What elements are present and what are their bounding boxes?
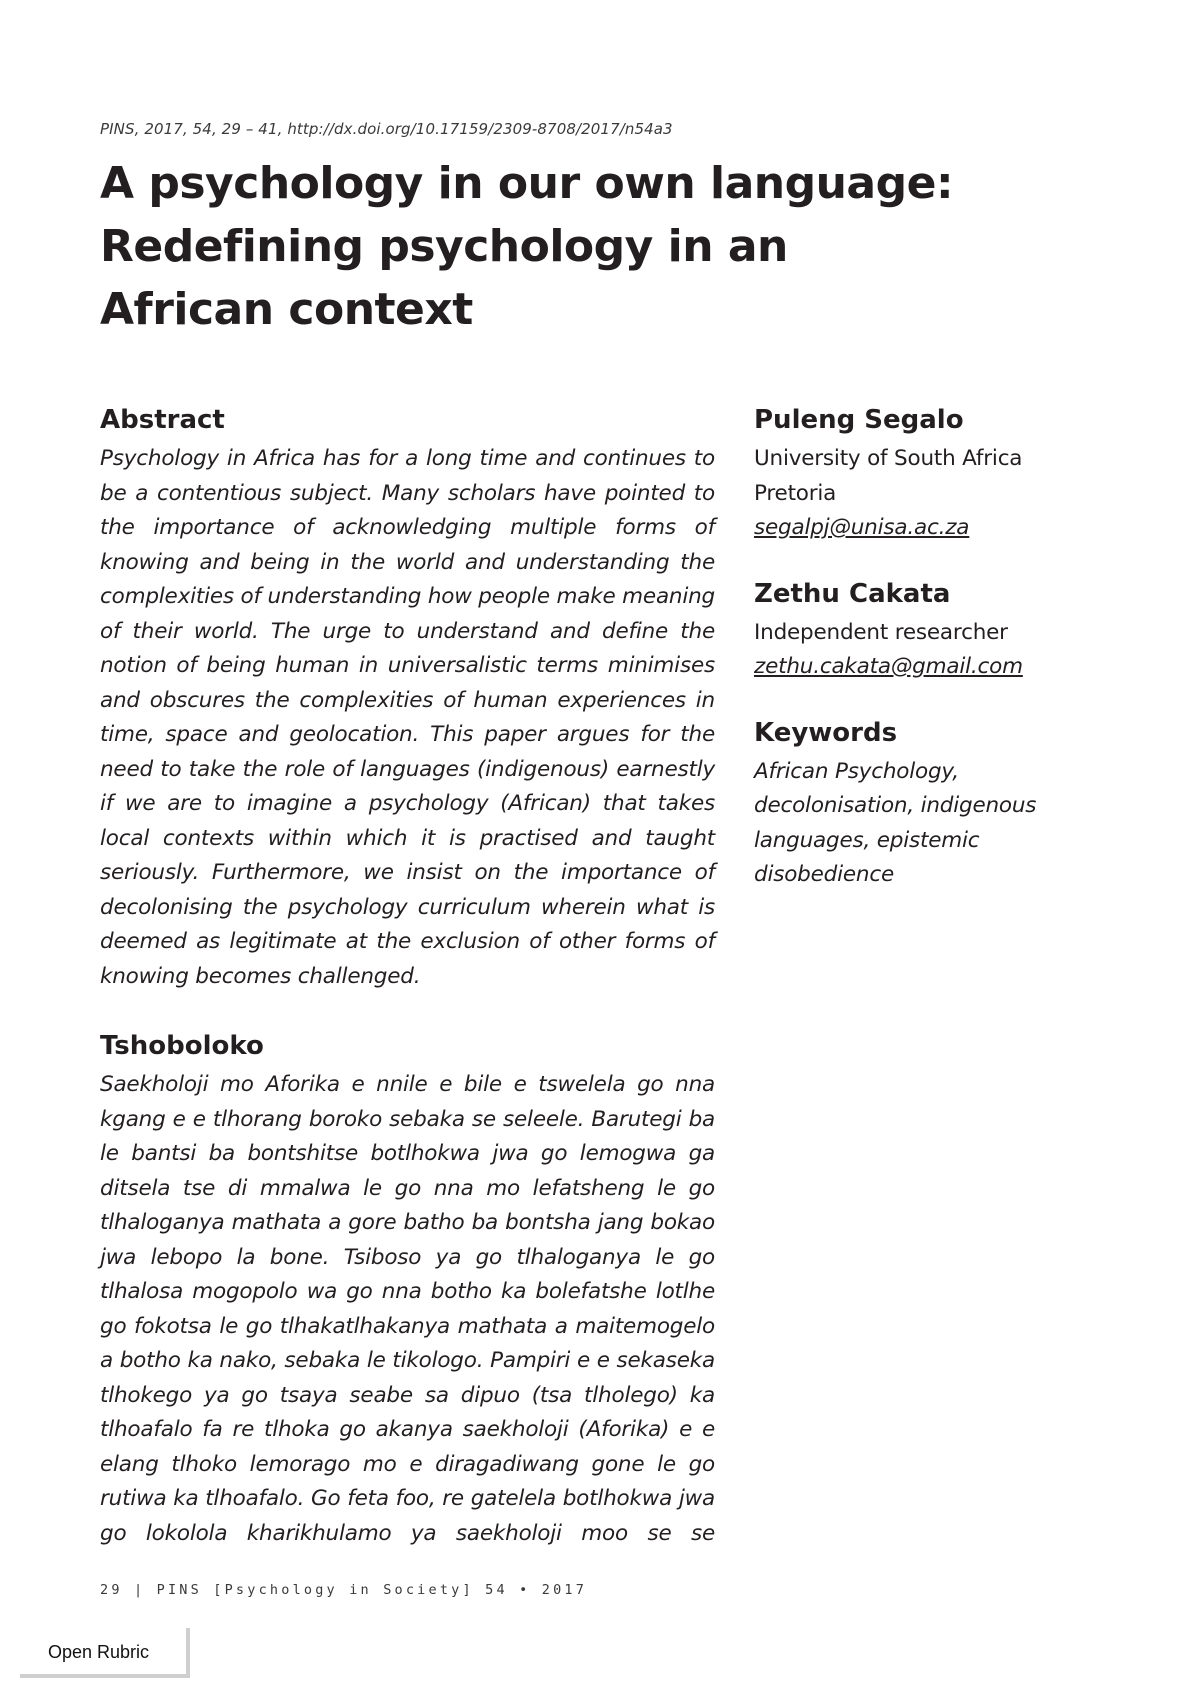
tshoboloko-text: Saekholoji mo Aforika e nnile e bile e tswelela go nna kgang e e tlhorang boroko sebaka se seleele. Barutegi ba le bantsi ba bontshitse botlhokwa jwa go lemogwa ga ditsela tse di mmalwa le go nna mo lefatsheng le go tlhaloganya mathata a gore batho ba bontsha jang bokao jwa lebopo la bone. Tsiboso ya go tlhaloganya le go tlhalosa mogopolo wa go nna botho ka bolefatshe lotlhe go fokotsa le go tlhakatlhakanya mathata a maitemogelo a botho ka nako, sebaka le tikologo. Pampiri e e sekaseka tlhokego ya go tsaya seabe sa dipuo (tsa tlholego) ka tlhoafalo fa re tlhoka go akanya saekholoji (Aforika) e e elang tlhoko lemorago mo e diragadiwang gone le go rutiwa ka tlhoafalo. Go feta foo, re gatelela botlhokwa jwa go lokolola kharikhulamo ya saekholoji moo se se xyxy=(100,1072,715,1546)
author-name: Puleng Segalo xyxy=(754,405,964,435)
author-block xyxy=(754,398,1054,546)
right-column xyxy=(754,398,1054,893)
author-block xyxy=(754,572,1054,685)
author-affiliation: University of South Africa xyxy=(754,446,1023,471)
tshoboloko-section xyxy=(100,1024,715,1551)
keywords-heading: Keywords xyxy=(754,717,898,748)
abstract-section xyxy=(100,398,715,994)
keywords-section xyxy=(754,711,1054,893)
article-citation: PINS, 2017, 54, 29 – 41, http://dx.doi.org/10.17159/2309-8708/2017/n54a3 xyxy=(100,120,673,138)
article-title: A psychology in our own language: Redefining psychology in an African context xyxy=(100,158,954,335)
open-rubric-button[interactable] xyxy=(20,1628,190,1678)
abstract-heading: Abstract xyxy=(100,405,225,435)
tshoboloko-heading: Tshoboloko xyxy=(100,1031,264,1061)
left-column xyxy=(100,398,715,1551)
abstract-text: Psychology in Africa has for a long time and continues to be a contentious subject. Many scholars have pointed to the importance of acknowledging multiple forms of knowing and being in the world and understanding the complexities of understanding how people make meaning of their world. The urge to understand and define the notion of being human in universalistic terms minimises and obscures the complexities of human experiences in time, space and geolocation. This paper argues for the need to take the role of languages (indigenous) earnestly if we are to imagine a psychology (African) that takes local contexts within which it is practised and taught seriously. Furthermore, we insist on the importance of decolonising the psychology curriculum wherein what is deemed as legitimate at the exclusion of other forms of knowing becomes challenged. xyxy=(100,446,715,989)
author-email-link[interactable]: zethu.cakata@gmail.com xyxy=(754,654,1023,679)
author-email-link[interactable]: segalpj@unisa.ac.za xyxy=(754,515,970,540)
author-name: Zethu Cakata xyxy=(754,578,951,609)
author-location: Pretoria xyxy=(754,480,837,506)
page-footer: 29 | PINS [Psychology in Society] 54 • 2017 xyxy=(100,1582,588,1598)
author-affiliation: Independent researcher xyxy=(754,619,1008,645)
keywords-text: African Psychology, decolonisation, indigenous languages, epistemic disobedience xyxy=(754,758,1037,887)
open-rubric-label: Open Rubric xyxy=(48,1642,150,1662)
